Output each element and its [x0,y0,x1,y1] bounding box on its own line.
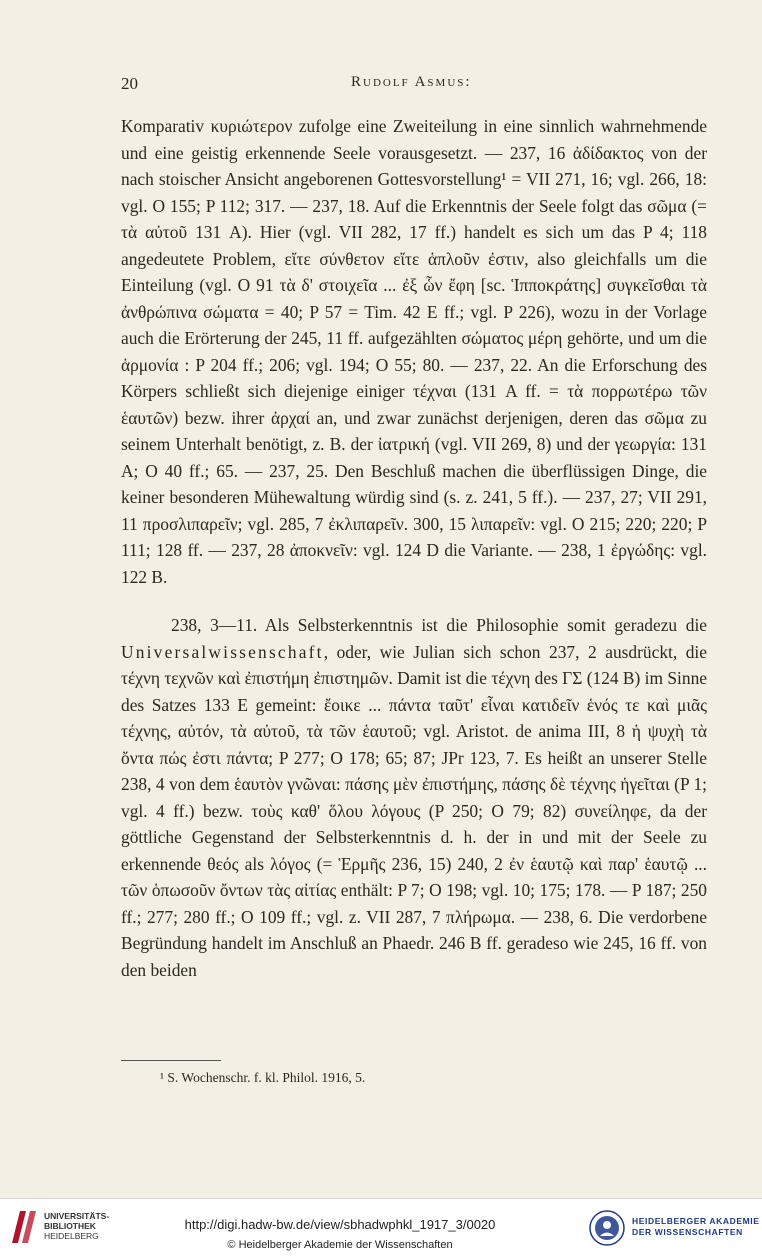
running-title: Rudolf Asmus: [351,74,472,90]
page-header [121,74,705,100]
paragraph [121,612,707,983]
body-text [121,113,707,983]
viewer-footer [0,1198,762,1258]
academy-name: HEIDELBERGER AKADEMIE DER WISSENSCHAFTEN [632,1216,760,1237]
footnote-divider [121,1060,221,1061]
academy-seal-icon[interactable] [589,1210,625,1246]
paragraph: Komparativ κυριώτερον zufolge eine Zweiteilung in eine sinnlich wahrnehmende und eine geistig erkennende Seele vorausgesetzt. — 237, 16 ἀδίδακτος von der nach stoischer Ansicht angeborenen Gottesvorstellung¹ = VII 271, 16; vgl. 266, 18: vgl. O 155; P 112; 317. — 237, 18. Auf die Erkenntnis der Seele folgt das σῶμα (= τὰ αὐτοῦ 131 A). Hier (vgl. VII 282, 17 ff.) handelt es sich um das P 4; 118 angedeutete Problem, εἴτε σύνθετον εἴτε ἁπλοῦν ἐστιν, also gleichfalls um die Einteilung (vgl. O 91 τὰ δ' στοιχεῖα ... ἐξ ὧν ἔφη [sc. Ἱπποκράτης] συγκεῖσθαι τὰ ἀνθρώπινα σώματα = 40; P 57 = Tim. 42 E ff.; vgl. P 226), wozu in der Vorlage auch die Erörterung der 245, 11 ff. aufgezählten σώματος μέρη gehörte, und um die ἁρμονία : P 204 ff.; 206; vgl. 194; O 55; 80. — 237, 22. An die Erforschung des Körpers schließt sich diejenige einiger τέχναι (131 A ff. = τὰ πορρωτέρω τῶν ἑαυτῶν) bezw. ihrer ἀρχαί an, und zwar zunächst derjenigen, deren das σῶμα zu seinem Unterhalt benötigt, z. B. der ἰατρική (vgl. VII 269, 8) und der γεωργία: 131 A; O 40 ff.; 65. — 237, 25. Den Beschluß machen die überflüssigen Dinge, die keiner besonderen Mühewaltung würdig sind (s. z. 241, 5 ff.). — 237, 27; VII 291, 11 προσλιπαρεῖν; vgl. 285, 7 ἐκλιπαρεῖν. 300, 15 λιπαρεῖν: vgl. O 215; 220; 220; P 111; 128 ff. — 237, 28 ἀποκνεῖν: vgl. 124 D die Variante. — 238, 1 ἐργώδης: vgl. 122 B. [121,116,707,587]
page-number: 20 [121,74,138,93]
university-library-logo-icon[interactable] [8,1207,40,1247]
footnote: ¹ S. Wochenschr. f. kl. Philol. 1916, 5. [160,1070,366,1085]
copyright-notice: © Heidelberger Akademie der Wissenschaften [227,1239,453,1251]
permalink[interactable]: http://digi.hadw-bw.de/view/sbhadwphkl_1917_3/0020 [184,1217,496,1232]
paragraph-text: , oder, wie Julian sich schon 237, 2 ausdrückt, die τέχνη τεχνῶν καὶ ἐπιστήμη ἐπιστημῶν. Damit ist die τέχνη des ΓΣ (124 B) im Sinne des Satzes 133 E gemeint: ἔοικε ... πάντα ταῦτ' εἶναι κατιδεῖν ἑνός τε καὶ μιᾶς τέχνης, αὐτόν, τὰ αὐτοῦ, τὰ τῶν ἑαυτοῦ; vgl. Aristot. de anima III, 8 ἡ ψυχὴ τὰ ὄντα πώς ἐστι πάντα; P 277; O 178; 65; 87; JPr 123, 7. Es heißt an unserer Stelle 238, 4 von dem ἑαυτὸν γνῶναι: πάσης μὲν ἐπιστήμης, πάσης δὲ τέχνης ἡγεῖται (P 1; vgl. 4 ff.) bezw. τοὺς καθ' ὅλου λόγους (P 250; O 79; 82) συνείληφε, da der göttliche Gegenstand der Selbsterkenntnis d. h. der in und mit der Seele zu erkennende θεός als λόγος (= Ἑρμῆς 236, 15) 240, 2 ἐν ἑαυτῷ καὶ παρ' ἑαυτῷ ... τῶν ὁπωσοῦν ὄντων τὰς αἰτίας enthält: P 7; O 198; vgl. 10; 175; 178. — P 187; 250 ff.; 277; 280 ff.; O 109 ff.; vgl. z. VII 287, 7 πλήρωμα. — 238, 6. Die verdorbene Begründung handelt im Anschluß an Phaedr. 246 B ff. geradeso wie 245, 16 ff. von den beiden [121,641,707,980]
university-library-name: UNIVERSITÄTS- BIBLIOTHEK HEIDELBERG [44,1211,110,1241]
spaced-term: Universalwissenschaft [121,641,324,662]
paragraph-text: 238, 3—11. Als Selbsterkenntnis ist die Philosophie somit geradezu die [171,615,707,635]
